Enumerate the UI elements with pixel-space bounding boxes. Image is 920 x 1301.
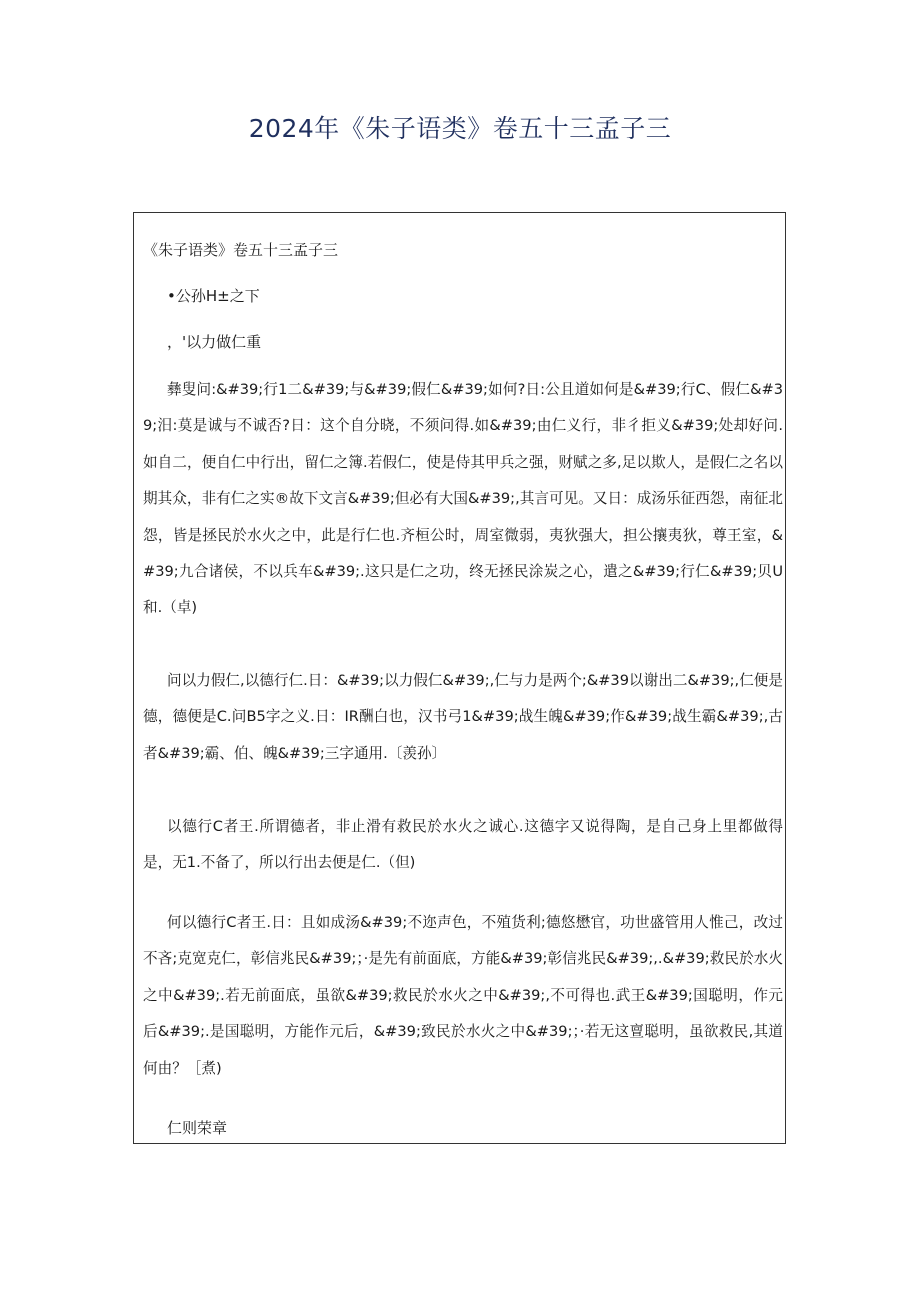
paragraph-4: 何以德行C者王.日：且如成汤&#39;不迩声色，不殖货利;德悠懋官，功世盛管用人惟己，改过不吝;克宽克仁，彰信兆民&#39;；·是先有前面底，方能&#39;彰信兆民&#39;,.&#39;救民於水火之中&#39;.若无前面底，虽欲&#39;救民於水火之中&#39;,不可得也.武王&#39;国聪明，作元后&#39;.是国聪明，方能作元后，&#39;致民於水火之中&#39;；·若无这亶聪明，虽欲救民,其道何由？［煮) [143, 914, 783, 1077]
subsection-heading: ，'以力做仁重 [167, 333, 262, 351]
paragraph-1: 彝叟问:&#39;行1二&#39;与&#39;假仁&#39;如何?日:公且道如何是&#39;行C、假仁&#39;汨:莫是诚与不诚否?日：这个自分晓，不须问得.如&#39;由仁义行，非彳拒义&#39;处却好问.如自二，便自仁中行出，留仁之簿.若假仁，使是侍其甲兵之强，财赋之多,足以欺人，是假仁之名以期其众，非有仁之实®故下文言&#39;但必有大国&#39;,其言可见。又日：成汤乐征西怨，南征北怨，皆是拯民於水火之中，此是行仁也.齐桓公时，周室微弱，夷狄强大，担公攘夷狄，尊王室，&#39;九合诸侯，不以兵车&#39;.这只是仁之功，终无拯民涂炭之心，遣之&#39;行仁&#39;贝U和.（卓) [143, 381, 783, 617]
paragraph-3: 以德行C者王.所谓德者，非止滑有救民於水火之诚心.这德字又说得陶，是自己身上里都做得是，无1.不备了，所以行出去便是仁.（但) [143, 818, 783, 872]
content-box [133, 212, 786, 1144]
section-heading: •公孙H±之下 [167, 287, 260, 305]
paragraph-2: 问以力假仁,以德行仁.日：&#39;以力假仁&#39;,仁与力是两个;&#39以谢出二&#39;,仁便是德，德便是C.问B5字之义.日：IR酬白也，汉书弓1&#39;战生魄&#39;作&#39;战生霸&#39;,古者&#39;霸、伯、魄&#39;三字通用.〔羡孙〕 [143, 672, 783, 762]
closing-heading: 仁则荣章 [167, 1119, 228, 1137]
box-heading: 《朱子语类》卷五十三孟子三 [143, 241, 339, 259]
document-title: 2024年《朱子语类》卷五十三孟子三 [248, 114, 672, 143]
